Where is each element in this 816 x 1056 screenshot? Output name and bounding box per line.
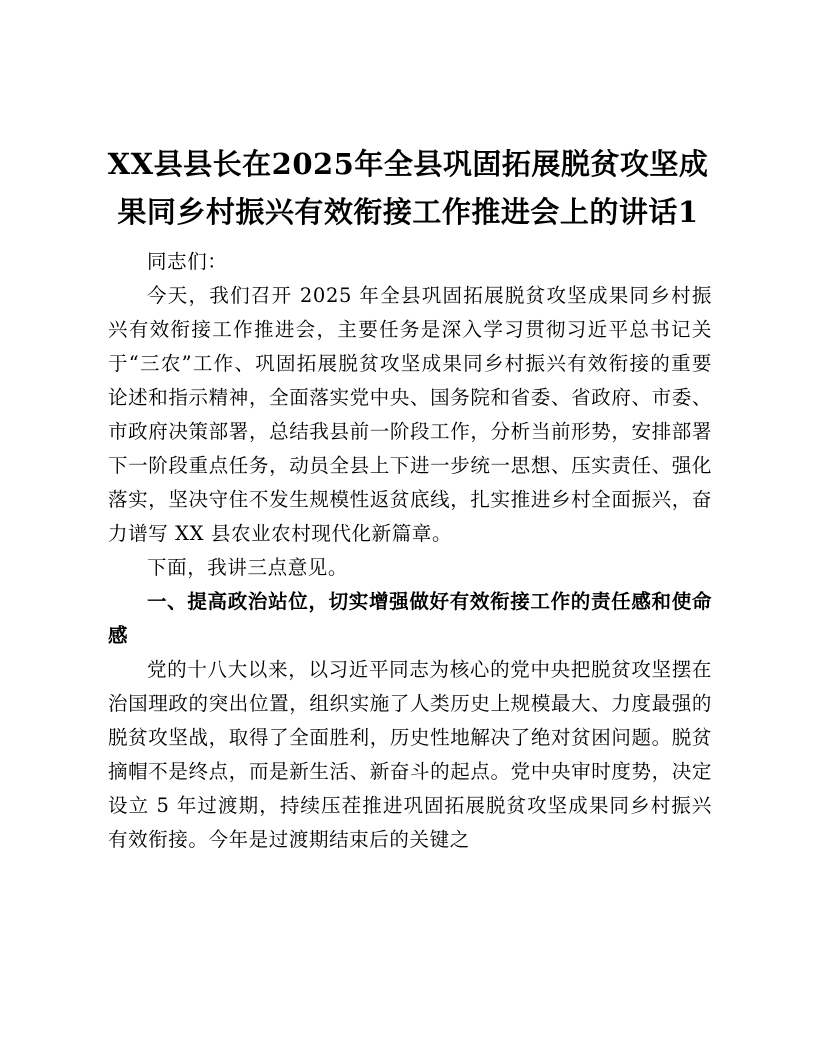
paragraph-intro: 今天，我们召开 2025 年全县巩固拓展脱贫攻坚成果同乡村振兴有效衔接工作推进会，主要任务是深入学习贯彻习近平总书记关于“三农”工作、巩固拓展脱贫攻坚成果同乡村振兴有效衔接的重要论述和指示精神，全面落实党中央、国务院和省委、省政府、市委、市政府决策部署，总结我县前一阶段工作，分析当前形势，安排部署下一阶段重点任务，动员全县上下进一步统一思想、压实责任、强化落实，坚决守住不发生规模性返贫底线，扎实推进乡村全面振兴，奋力谱写 XX 县农业农村现代化新篇章。: [108, 284, 712, 545]
document-title: [90, 140, 726, 236]
title-line-1: XX县县长在2025年全县巩固拓展脱贫攻坚成: [107, 147, 709, 181]
salutation: 同志们：: [147, 250, 228, 273]
paragraph-section-1: 党的十八大以来，以习近平同志为核心的党中央把脱贫攻坚摆在治国理政的突出位置，组织实施了人类历史上规模最大、力度最强的脱贫攻坚战，取得了全面胜利，历史性地解决了绝对贫困问题。脱贫摘帽不是终点，而是新生活、新奋斗的起点。党中央审时度势，决定设立 5 年过渡期，持续压茬推进巩固拓展脱贫攻坚成果同乡村振兴有效衔接。今年是过渡期结束后的关键之: [108, 658, 712, 851]
title-line-2: 果同乡村振兴有效衔接工作推进会上的讲话1: [117, 195, 699, 229]
document-body: [108, 245, 712, 857]
section-heading-1: 一、提高政治站位，切实增强做好有效衔接工作的责任感和使命感: [108, 590, 712, 647]
paragraph-outline: 下面，我讲三点意见。: [147, 556, 349, 579]
